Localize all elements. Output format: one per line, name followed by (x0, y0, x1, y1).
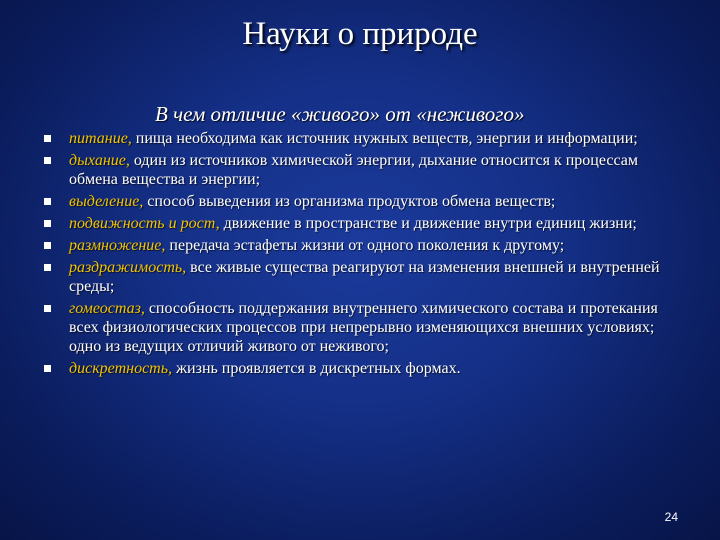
list-item (44, 359, 684, 378)
item-text: жизнь проявляется в дискретных формах. (172, 360, 461, 377)
list-item (44, 192, 684, 211)
item-text: все живые существа реагируют на изменения внешней и внутренней среды; (69, 259, 660, 295)
item-term: выделение, (69, 193, 144, 210)
item-text: движение в пространстве и движение внутри единиц жизни; (219, 215, 637, 232)
square-bullet-icon (44, 242, 51, 249)
item-term: дискретность, (69, 360, 172, 377)
item-text: передача эстафеты жизни от одного поколения к другому; (165, 237, 565, 254)
square-bullet-icon (44, 305, 51, 312)
list-item (44, 214, 684, 233)
list-item (44, 258, 684, 296)
list-item (44, 299, 684, 356)
item-text: способность поддержания внутреннего химического состава и протекания всех физиологических процессов при непрерывно изменяющихся внешних условиях; одно из ведущих отличий живого от неживого; (69, 300, 658, 355)
slide-subtitle: В чем отличие «живого» от «неживого» (155, 102, 525, 126)
list-item (44, 129, 684, 148)
square-bullet-icon (44, 135, 51, 142)
item-text: один из источников химической энергии, дыхание относится к процессам обмена вещества и энергии; (69, 152, 638, 188)
list-item (44, 151, 684, 189)
item-term: дыхание, (69, 152, 130, 169)
item-term: раздражимость, (69, 259, 187, 276)
page-number: 24 (664, 510, 678, 524)
item-text: способ выведения из организма продуктов обмена веществ; (143, 193, 556, 210)
item-term: гомеостаз, (69, 300, 145, 317)
square-bullet-icon (44, 157, 51, 164)
square-bullet-icon (44, 198, 51, 205)
bullet-list (44, 129, 684, 381)
item-text: пища необходима как источник нужных веществ, энергии и информации; (131, 130, 638, 147)
square-bullet-icon (44, 365, 51, 372)
square-bullet-icon (44, 220, 51, 227)
item-term: подвижность и рост, (69, 215, 220, 232)
list-item (44, 236, 684, 255)
item-term: размножение, (69, 237, 166, 254)
slide-title: Науки о природе (242, 16, 478, 52)
square-bullet-icon (44, 264, 51, 271)
item-term: питание, (69, 130, 132, 147)
